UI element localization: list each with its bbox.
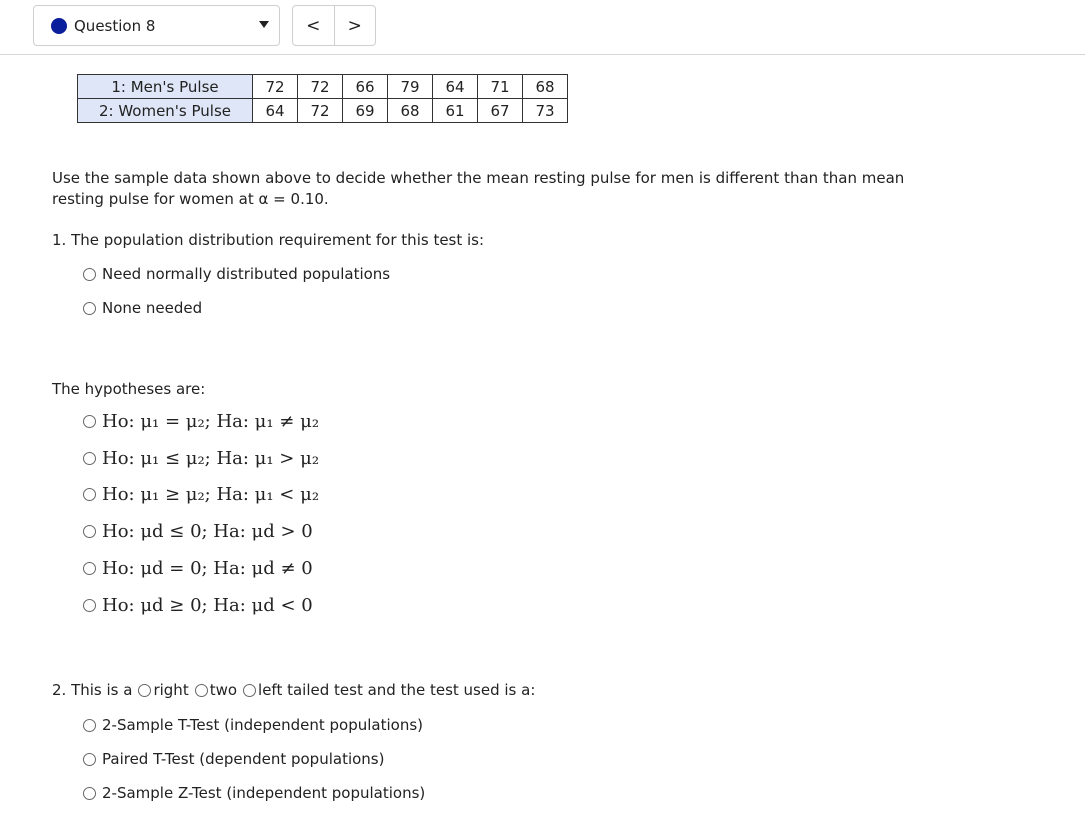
- table-cell: 72: [298, 99, 343, 123]
- option-label: Paired T-Test (dependent populations): [102, 750, 385, 768]
- question-nav: [292, 5, 376, 46]
- radio-button-icon[interactable]: [243, 684, 256, 697]
- question-selector[interactable]: [33, 5, 280, 46]
- table-cell: 72: [253, 75, 298, 99]
- distribution-option[interactable]: [83, 299, 202, 317]
- top-toolbar: [0, 0, 1085, 55]
- tail-option-right[interactable]: right: [153, 681, 189, 699]
- test-option[interactable]: [83, 784, 425, 802]
- table-cell: 73: [523, 99, 568, 123]
- radio-button-icon[interactable]: [83, 599, 96, 612]
- option-label: 2-Sample Z-Test (independent populations): [102, 784, 426, 802]
- hypothesis-label: Ho: μ₁ ≤ μ₂; Ha: μ₁ > μ₂: [102, 448, 320, 469]
- prev-question-button[interactable]: <: [306, 15, 321, 36]
- radio-button-icon[interactable]: [195, 684, 208, 697]
- hypothesis-option[interactable]: [83, 411, 319, 432]
- option-label: None needed: [102, 299, 203, 317]
- question-status-icon: [51, 18, 67, 34]
- table-cell: 67: [478, 99, 523, 123]
- table-cell: 66: [343, 75, 388, 99]
- table-cell: 64: [433, 75, 478, 99]
- test-option[interactable]: [83, 750, 384, 768]
- radio-button-icon[interactable]: [83, 302, 96, 315]
- radio-button-icon[interactable]: [83, 562, 96, 575]
- radio-button-icon[interactable]: [83, 753, 96, 766]
- table-cell: 68: [388, 99, 433, 123]
- hypothesis-option[interactable]: [83, 521, 313, 542]
- option-label: Need normally distributed populations: [102, 265, 391, 283]
- row-label: 1: Men's Pulse: [78, 75, 253, 99]
- radio-button-icon[interactable]: [83, 452, 96, 465]
- radio-button-icon[interactable]: [83, 415, 96, 428]
- question-selector-label: Question 8: [74, 17, 156, 35]
- table-cell: 64: [253, 99, 298, 123]
- hypothesis-option[interactable]: [83, 595, 313, 616]
- table-cell: 72: [298, 75, 343, 99]
- hypothesis-label: Ho: μ₁ ≥ μ₂; Ha: μ₁ < μ₂: [102, 484, 320, 505]
- hypothesis-label: Ho: μ₁ = μ₂; Ha: μ₁ ≠ μ₂: [102, 411, 320, 432]
- table-cell: 69: [343, 99, 388, 123]
- tail-option-two[interactable]: two: [209, 681, 238, 699]
- radio-button-icon[interactable]: [83, 719, 96, 732]
- hypotheses-title: The hypotheses are:: [52, 380, 206, 398]
- radio-button-icon[interactable]: [83, 488, 96, 501]
- hypothesis-option[interactable]: [83, 448, 319, 469]
- question-2-text: [52, 681, 535, 699]
- hypothesis-label: Ho: μd ≤ 0; Ha: μd > 0: [102, 521, 313, 542]
- radio-button-icon[interactable]: [83, 268, 96, 281]
- test-option[interactable]: [83, 716, 423, 734]
- option-label: 2-Sample T-Test (independent populations): [102, 716, 424, 734]
- question-prompt: Use the sample data shown above to decide whether the mean resting pulse for men is different than than mean resting pulse for women at α = 0.10.: [52, 169, 905, 208]
- table-cell: 68: [523, 75, 568, 99]
- distribution-option[interactable]: [83, 265, 390, 283]
- question-1-text: 1. The population distribution requirement for this test is:: [52, 231, 485, 249]
- table-cell: 71: [478, 75, 523, 99]
- hypothesis-label: Ho: μd = 0; Ha: μd ≠ 0: [102, 558, 313, 579]
- pulse-data-table: [77, 74, 568, 123]
- row-label: 2: Women's Pulse: [78, 99, 253, 123]
- table-row: [78, 99, 568, 123]
- tail-option-left[interactable]: left tailed test and the test used is a:: [258, 681, 536, 699]
- radio-button-icon[interactable]: [138, 684, 151, 697]
- next-question-button[interactable]: >: [334, 6, 376, 45]
- hypothesis-option[interactable]: [83, 558, 313, 579]
- hypothesis-option[interactable]: [83, 484, 319, 505]
- table-cell: 61: [433, 99, 478, 123]
- caret-down-icon: [259, 21, 269, 28]
- question-2-prefix: 2. This is a: [52, 681, 133, 699]
- table-row: [78, 75, 568, 99]
- table-cell: 79: [388, 75, 433, 99]
- radio-button-icon[interactable]: [83, 787, 96, 800]
- hypothesis-label: Ho: μd ≥ 0; Ha: μd < 0: [102, 595, 313, 616]
- radio-button-icon[interactable]: [83, 525, 96, 538]
